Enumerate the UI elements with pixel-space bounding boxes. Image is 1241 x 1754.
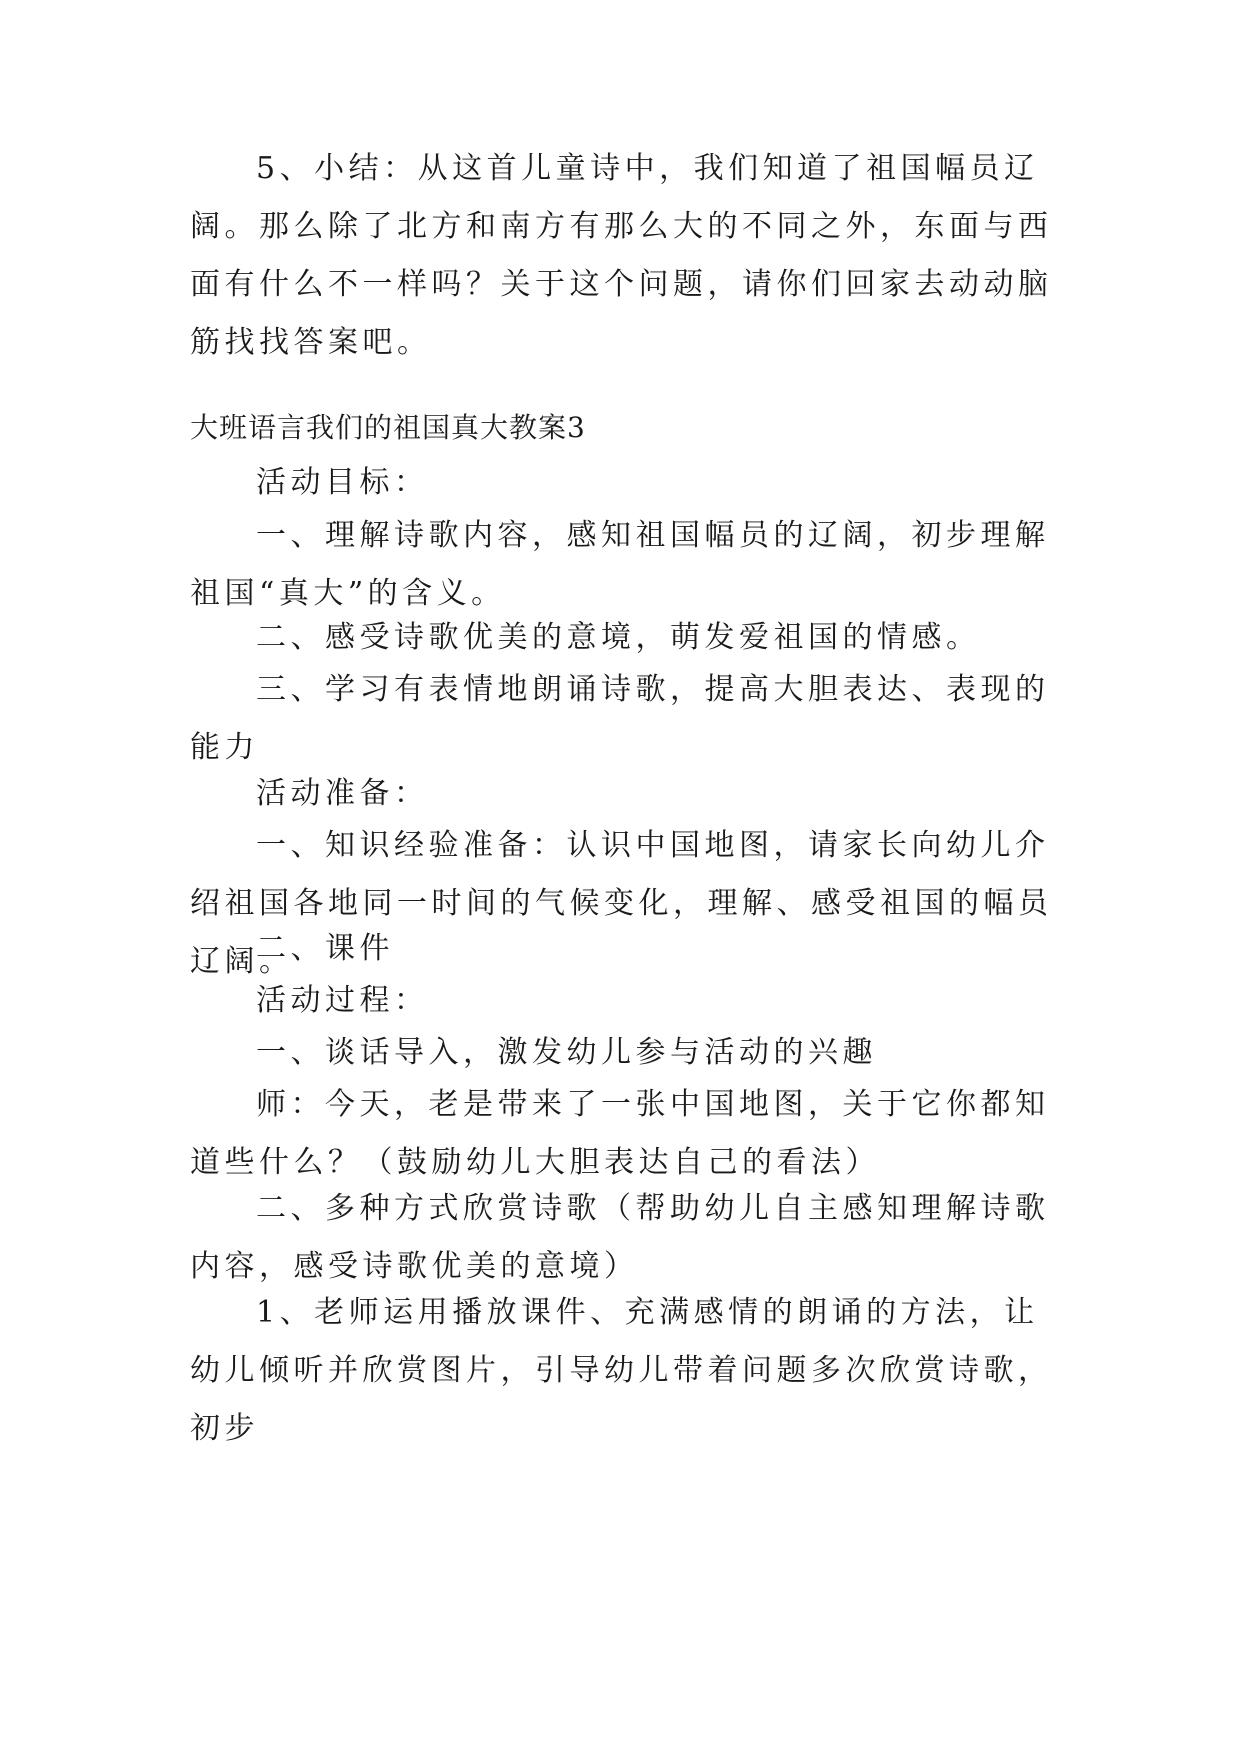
prep-2-paragraph: 二、课件 [256, 931, 394, 966]
goal-1-paragraph: 一、理解诗歌内容，感知祖国幅员的辽阔，初步理解祖国“真大”的含义。 [190, 518, 1050, 611]
step-2-paragraph: 二、多种方式欣赏诗歌（帮助幼儿自主感知理解诗歌内容，感受诗歌优美的意境） [190, 1191, 1050, 1284]
goal-3-paragraph: 三、学习有表情地朗诵诗歌，提高大胆表达、表现的能力 [190, 672, 1050, 765]
prep-1-paragraph: 一、知识经验准备：认识中国地图，请家长向幼儿介绍祖国各地同一时间的气候变化，理解、感受祖国的幅员辽阔。 [190, 828, 1053, 979]
step-2-1-paragraph: 1、老师运用播放课件、充满感情的朗诵的方法，让幼儿倾听并欣赏图片，引导幼儿带着问题多次欣赏诗歌，初步 [190, 1295, 1053, 1446]
goals-label: 活动目标： [256, 465, 429, 500]
step-1-paragraph: 一、谈话导入，激发幼儿参与活动的兴趣 [256, 1035, 877, 1070]
section-heading: 大班语言我们的祖国真大教案3 [190, 411, 586, 444]
process-label: 活动过程： [256, 983, 429, 1018]
prep-label: 活动准备： [256, 776, 429, 811]
summary-paragraph: 5、小结：从这首儿童诗中，我们知道了祖国幅员辽阔。那么除了北方和南方有那么大的不同之外，东面与西面有什么不一样吗？关于这个问题，请你们回家去动动脑筋找找答案吧。 [190, 151, 1053, 360]
goal-2-paragraph: 二、感受诗歌优美的意境，萌发爱祖国的情感。 [256, 620, 981, 655]
step-1-teacher-paragraph: 师：今天，老是带来了一张中国地图，关于它你都知道些什么？（鼓励幼儿大胆表达自己的看法） [190, 1087, 1050, 1180]
